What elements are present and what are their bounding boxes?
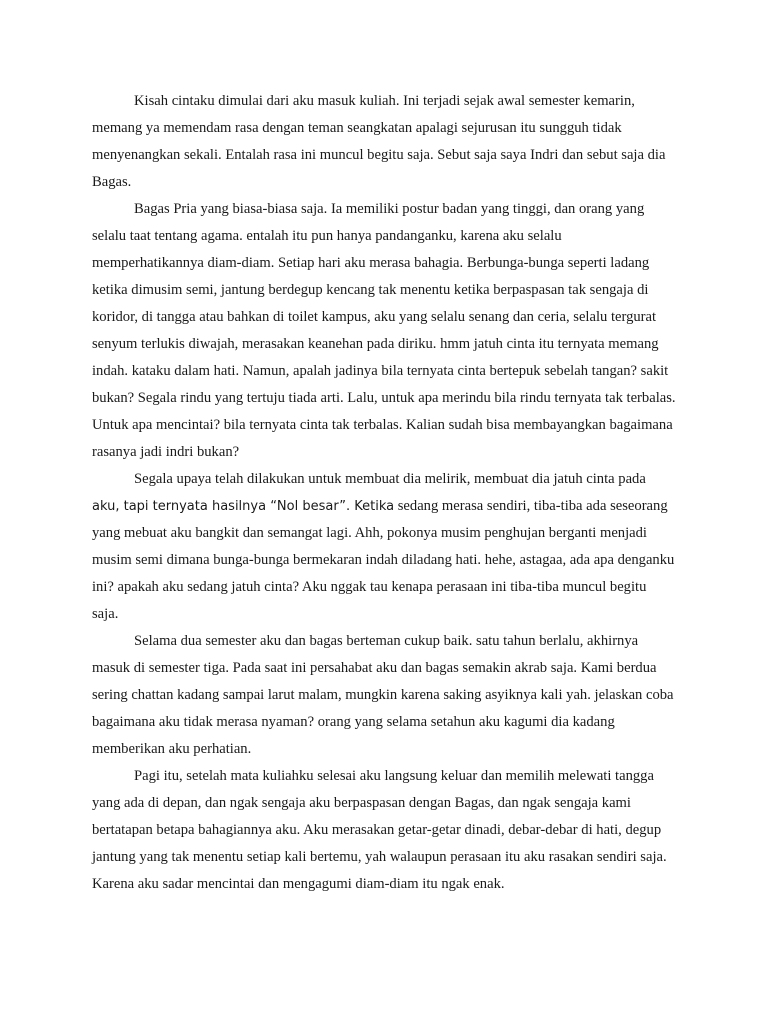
paragraph-3-alt-font-run: aku, tapi ternyata hasilnya “Nol besar”. Ketika	[92, 499, 395, 514]
paragraph-3	[92, 466, 676, 628]
paragraph-3-end: sedang merasa sendiri, tiba-tiba ada seseorang yang mebuat aku bangkit dan semangat lagi. Ahh, pokonya musim penghujan berganti menjadi musim semi dimana bunga-bunga bermekaran indah diladang hati. hehe, astagaa, ada apa denganku ini? apakah aku sedang jatuh cinta? Aku nggak tau kenapa perasaan ini tiba-tiba muncul begitu saja.	[92, 498, 675, 622]
paragraph-1: Kisah cintaku dimulai dari aku masuk kuliah. Ini terjadi sejak awal semester kemarin, memang ya memendam rasa dengan teman seangkatan apalagi sejurusan itu sungguh tidak menyenangkan sekali. Entalah rasa ini muncul begitu saja. Sebut saja saya Indri dan sebut saja dia Bagas.	[92, 93, 666, 190]
paragraph-5: Pagi itu, setelah mata kuliahku selesai aku langsung keluar dan memilih melewati tangga yang ada di depan, dan ngak sengaja aku berpaspasan dengan Bagas, dan ngak sengaja kami bertatapan betapa bahagiannya aku. Aku merasakan getar-getar dinadi, debar-debar di hati, degup jantung yang tak menentu setiap kali bertemu, yah walaupun perasaan itu aku rasakan sendiri saja. Karena aku sadar mencintai dan mengagumi diam-diam itu ngak enak.	[92, 768, 667, 892]
document-body	[92, 88, 676, 898]
paragraph-2: Bagas Pria yang biasa-biasa saja. Ia memiliki postur badan yang tinggi, dan orang yang selalu taat tentang agama. entalah itu pun hanya pandanganku, karena aku selalu memperhatikannya diam-diam. Setiap hari aku merasa bahagia. Berbunga-bunga seperti ladang ketika dimusim semi, jantung berdegup kencang tak menentu ketika berpaspasan tak sengaja di koridor, di tangga atau bahkan di toilet kampus, aku yang selalu senang dan ceria, selalu tergurat senyum terlukis diwajah, merasakan keanehan pada diriku. hmm jatuh cinta itu ternyata memang indah. kataku dalam hati. Namun, apalah jadinya bila ternyata cinta bertepuk sebelah tangan? sakit bukan? Segala rindu yang tertuju tiada arti. Lalu, untuk apa merindu bila rindu ternyata tak terbalas. Untuk apa mencintai? bila ternyata cinta tak terbalas. Kalian sudah bisa membayangkan bagaimana rasanya jadi indri bukan?	[92, 201, 676, 460]
paragraph-3-start: Segala upaya telah dilakukan untuk membuat dia melirik, membuat dia jatuh cinta pada	[134, 471, 646, 487]
paragraph-4: Selama dua semester aku dan bagas berteman cukup baik. satu tahun berlalu, akhirnya masuk di semester tiga. Pada saat ini persahabat aku dan bagas semakin akrab saja. Kami berdua sering chattan kadang sampai larut malam, mungkin karena saking asyiknya kali yah. jelaskan coba bagaimana aku tidak merasa nyaman? orang yang selama setahun aku kagumi dia kadang memberikan aku perhatian.	[92, 633, 674, 757]
